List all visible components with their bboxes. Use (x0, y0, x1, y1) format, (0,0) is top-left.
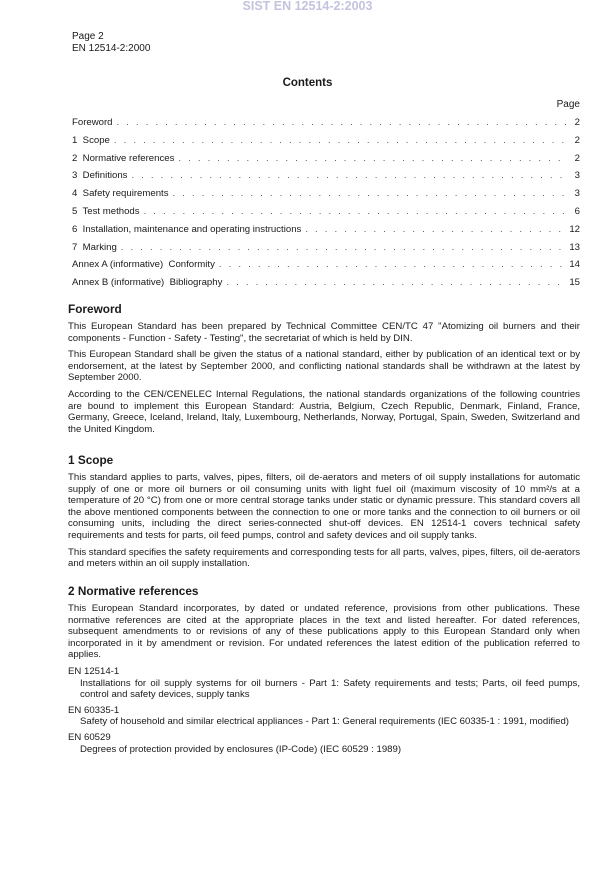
document-id: EN 12514-2:2000 (72, 42, 151, 54)
toc-label: 5 Test methods (72, 205, 140, 217)
toc-leader (144, 206, 566, 218)
toc-entry[interactable] (72, 117, 580, 135)
toc-page: 15 (569, 277, 580, 289)
toc-label: Foreword (72, 117, 113, 128)
toc-leader (131, 170, 566, 182)
toc-entry[interactable] (72, 153, 580, 171)
toc-leader (121, 242, 566, 254)
toc-label: 4 Safety requirements (72, 188, 169, 200)
foreword-heading: Foreword (68, 302, 122, 316)
toc-page: 2 (574, 134, 580, 146)
toc-entry[interactable] (72, 135, 580, 153)
toc-page: 12 (569, 223, 580, 235)
watermark: SIST EN 12514-2:2003 (242, 0, 373, 13)
toc-entry[interactable] (72, 259, 580, 277)
scope-section (68, 453, 580, 575)
toc-entry[interactable] (72, 170, 580, 188)
toc-entry[interactable] (72, 224, 580, 242)
toc-entry[interactable] (72, 188, 580, 206)
page-header (72, 31, 150, 54)
toc-entry[interactable] (72, 242, 580, 260)
contents-page-label: Page (556, 99, 580, 110)
toc-leader (305, 224, 565, 236)
toc-leader (114, 135, 566, 147)
paragraph: According to the CEN/CENELEC Internal Regulations, the national standards organizations of the following countries are bound to implement this European Standard: Austria, Belgium, Czech Republic, Denmark, Finland, France, Germany, Greece, Iceland, Ireland, Italy, Luxembourg, Netherlands, Norway, Portugal, Spain, Sweden, Switzerland and the United Kingdom. (68, 388, 580, 435)
toc-page: 3 (574, 188, 580, 200)
toc-leader (173, 188, 566, 200)
page-number: Page 2 (72, 31, 104, 42)
scope-heading: 1 Scope (68, 453, 114, 467)
contents-title: Contents (282, 77, 333, 89)
toc-page: 2 (574, 117, 580, 128)
toc-leader (226, 277, 565, 289)
toc-leader (178, 153, 566, 165)
toc-entry[interactable] (72, 277, 580, 295)
reference-title: Degrees of protection provided by enclosures (IP-Code) (IEC 60529 : 1989) (80, 743, 402, 755)
paragraph: This standard applies to parts, valves, pipes, filters, oil de-aerators and meters of oil supply installations for automatic supply of one or more oil burners or oil consuming units with light fuel oil (maximum viscosity of 10 mm²/s at a temperature of 20 °C) from one or more central storage tanks under static or dynamic pressure. This standard covers all the above mentioned components between the connection to one or more tanks and the connection to oil burners or oil consuming units, including the direct series-connected shut-off devices. EN 12514-1 covers technical safety requirements and tests for parts, oil feed pumps, control and safety devices and oil supply tanks. (68, 472, 580, 541)
reference-code: EN 60529 (68, 731, 111, 743)
reference-title: Safety of household and similar electrical appliances - Part 1: General requirements (IEC 60335-1 : 1991, modified) (80, 716, 570, 728)
normative-references-heading: 2 Normative references (68, 584, 199, 598)
normative-references-section (68, 584, 580, 755)
paragraph: This European Standard incorporates, by dated or undated reference, provisions from other publications. These normative references are cited at the appropriate places in the text and listed hereafter. For dated references, subsequent amendments to or revisions of any of these publications apply to this European Standard only when incorporated in it by amendment or revision. For undated references the latest edition of the publication referred to applies. (68, 603, 580, 661)
reference-code: EN 60335-1 (68, 704, 120, 716)
toc-page: 3 (574, 170, 580, 182)
reference-code: EN 12514-1 (68, 665, 120, 677)
toc-leader (219, 259, 565, 271)
reference-title: Installations for oil supply systems for oil burners - Part 1: Safety requirements and tests; Parts, oil feed pumps, control and safety devices, supply tanks (80, 677, 580, 701)
table-of-contents (72, 117, 580, 295)
paragraph: This European Standard shall be given the status of a national standard, either by publication of an identical text or by endorsement, at the latest by September 2000, and conflicting national standards shall be withdrawn at the latest by September 2000. (68, 349, 580, 384)
toc-page: 13 (569, 241, 580, 253)
toc-label: Annex A (informative) Conformity (72, 259, 215, 271)
toc-label: 6 Installation, maintenance and operating instructions (72, 223, 302, 235)
toc-label: 1 Scope (72, 134, 110, 146)
toc-label: 2 Normative references (72, 152, 175, 164)
toc-page: 6 (574, 205, 580, 217)
foreword-section (68, 302, 580, 440)
toc-page: 2 (574, 152, 580, 164)
toc-leader (117, 117, 566, 129)
paragraph: This European Standard has been prepared by Technical Committee CEN/TC 47 "Atomizing oil burners and their components - Function - Safety - Testing", the secretariat of which is held by DIN. (68, 321, 580, 344)
toc-label: 7 Marking (72, 241, 117, 253)
toc-entry[interactable] (72, 206, 580, 224)
toc-page: 14 (569, 259, 580, 271)
toc-label: 3 Definitions (72, 170, 128, 182)
toc-label: Annex B (informative) Bibliography (72, 277, 223, 289)
paragraph: This standard specifies the safety requirements and corresponding tests for all parts, valves, pipes, filters, oil de-aerators and meters within an oil supply installation. (68, 546, 580, 570)
